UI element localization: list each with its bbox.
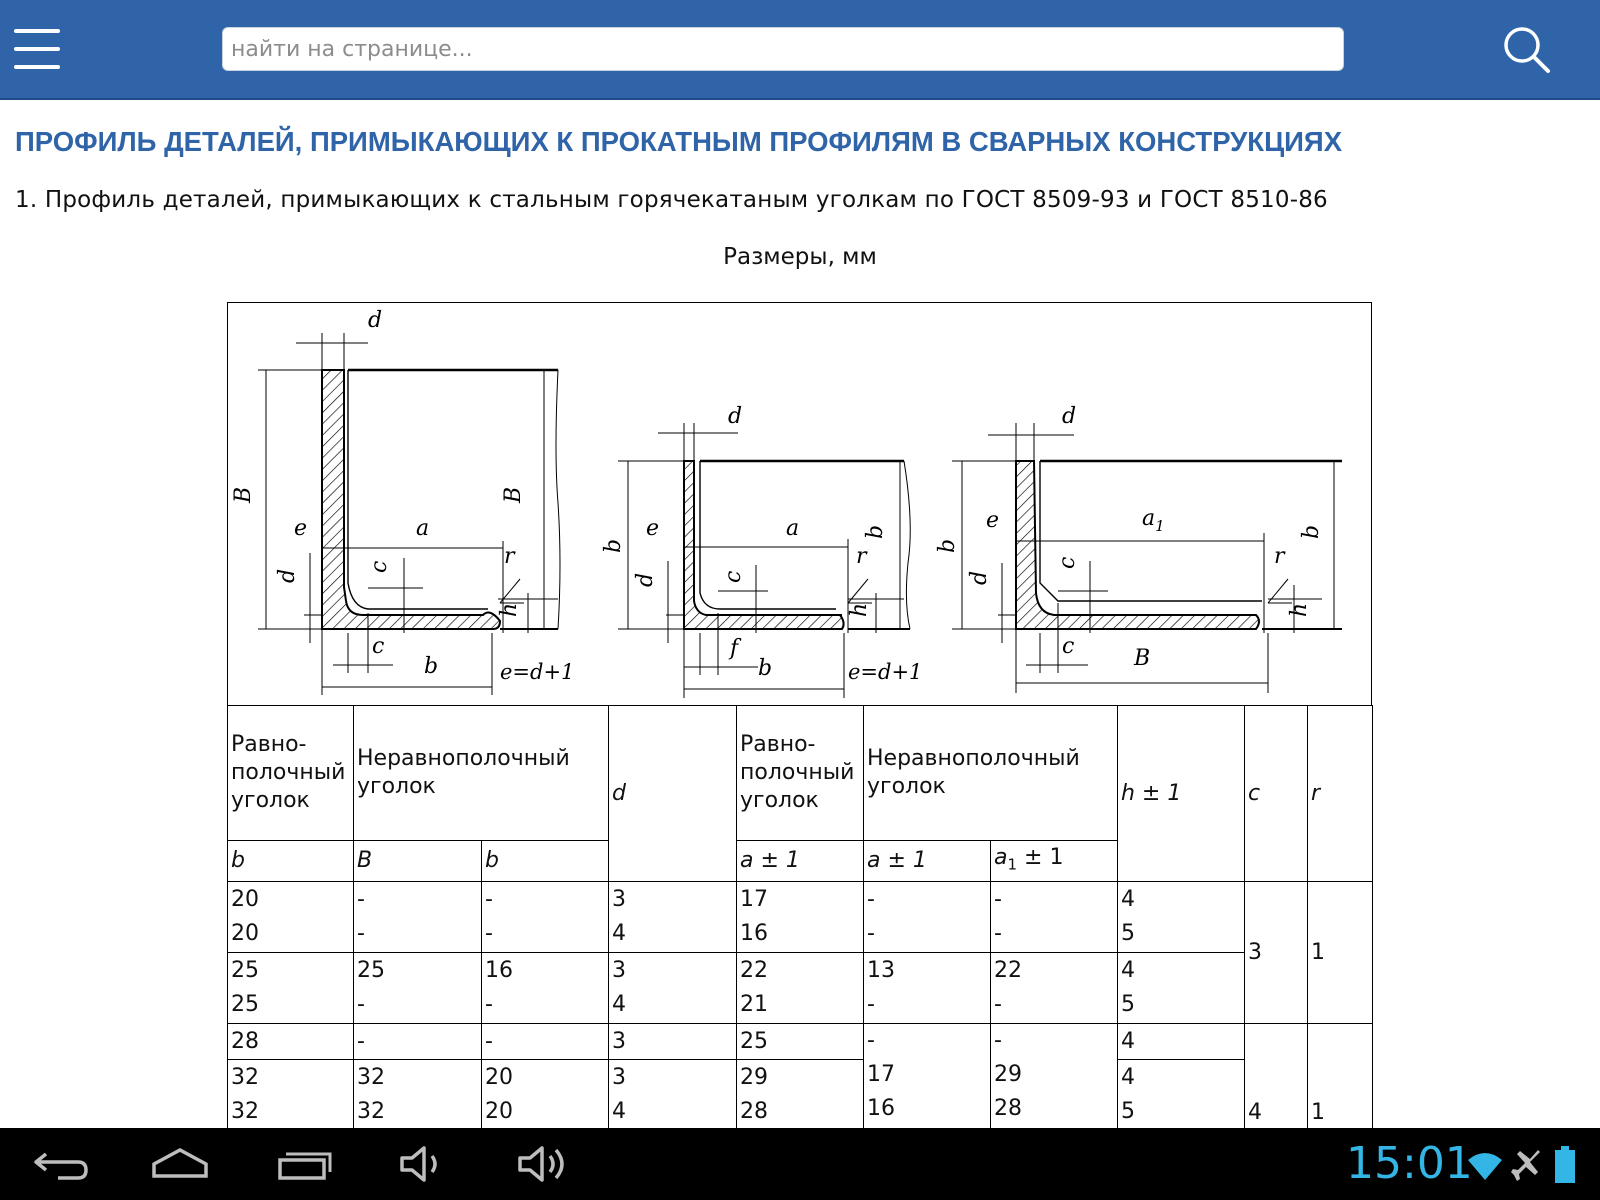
search-input[interactable] (222, 27, 1344, 71)
dim-label: b (424, 654, 439, 679)
table-row: 25 25 25 - 16 - 3 4 22 21 13 - 22 - 4 5 (228, 953, 1373, 1024)
header-b: b (228, 841, 354, 882)
dimensions-table (227, 705, 1373, 1130)
dim-label: d (275, 568, 300, 583)
units-caption: Размеры, мм (723, 244, 877, 270)
dim-label: d (967, 570, 992, 585)
dim-label: d (633, 572, 658, 587)
table-row: 20 20 - - - - 3 4 17 16 - - - - 4 5 3 1 (228, 882, 1373, 953)
home-icon[interactable] (140, 1138, 220, 1190)
header-equal-angle-2: Равно- полочный уголок (737, 706, 864, 841)
header-c: c (1245, 706, 1308, 882)
dim-label: c (372, 634, 385, 659)
status-clock: 15:01 (1346, 1138, 1473, 1189)
table-header-row (228, 706, 1373, 841)
dim-label: b (758, 656, 773, 681)
figure-2-labels (601, 404, 922, 684)
figure-equal-angle (258, 333, 560, 695)
dim-label: c (1055, 556, 1080, 569)
search-icon[interactable] (1502, 25, 1552, 75)
dim-label: b (601, 538, 626, 553)
table-row: 28 - - 3 25 - 17 16 - 29 28 4 4 1 (228, 1024, 1373, 1060)
dim-label: f (730, 636, 739, 661)
dim-label: h (497, 602, 522, 617)
profile-drawing (227, 302, 1372, 706)
header-equal-angle: Равно- полочный уголок (228, 706, 354, 841)
header-a-pm-2: a ± 1 (864, 841, 991, 882)
dim-label: B (501, 486, 526, 503)
dim-label: r (1274, 544, 1285, 569)
dim-label: c (367, 560, 392, 573)
header-B: B (354, 841, 482, 882)
header-a-pm: a ± 1 (737, 841, 864, 882)
dim-label: d (368, 308, 383, 333)
dim-label: b (935, 538, 960, 553)
dim-label: B (231, 486, 256, 503)
dim-label: e=d+1 (848, 660, 923, 684)
dim-label: b (863, 524, 888, 539)
table-row: 32 32 32 32 20 20 3 4 29 28 4 5 (228, 1060, 1373, 1130)
wifi-icon (1466, 1148, 1504, 1186)
hamburger-menu-icon[interactable] (12, 26, 62, 72)
r-value: 1 (1308, 882, 1373, 1024)
dim-label: d (1062, 404, 1077, 429)
dim-label: e (646, 516, 660, 541)
recent-apps-icon[interactable] (262, 1138, 342, 1190)
volume-up-icon[interactable] (500, 1138, 580, 1190)
volume-down-icon[interactable] (382, 1138, 462, 1190)
header-b2: b (482, 841, 609, 882)
back-arrow-icon[interactable] (22, 1138, 102, 1190)
dim-label: a (786, 516, 800, 541)
dim-label: $a_1$ (1142, 506, 1165, 535)
header-r: r (1308, 706, 1373, 882)
section-heading: 1. Профиль деталей, примыкающих к стальным горячекатаным уголкам по ГОСТ 8509-93 и ГОСТ 8510-86 (15, 187, 1328, 213)
header-unequal-angle-2: Неравнополочный уголок (864, 706, 1118, 841)
dim-label: h (1287, 602, 1312, 617)
dim-label: d (728, 404, 743, 429)
top-app-bar (0, 0, 1600, 100)
dim-label: r (856, 544, 867, 569)
dim-label: r (504, 544, 515, 569)
dim-label: b (1299, 524, 1324, 539)
battery-icon (1554, 1146, 1576, 1188)
r-value: 1 (1308, 1024, 1373, 1130)
dim-label: a (416, 516, 430, 541)
dim-label: e=d+1 (500, 660, 575, 684)
page-title: ПРОФИЛЬ ДЕТАЛЕЙ, ПРИМЫКАЮЩИХ К ПРОКАТНЫМ ПРОФИЛЯМ В СВАРНЫХ КОНСТРУКЦИЯХ (15, 126, 1343, 157)
header-unequal-angle: Неравнополочный уголок (354, 706, 609, 841)
header-d: d (609, 706, 737, 882)
dim-label: e (294, 516, 308, 541)
dim-label: B (1134, 646, 1151, 671)
header-h: h ± 1 (1118, 706, 1245, 882)
c-value: 4 (1245, 1024, 1308, 1130)
airplane-icon (1510, 1148, 1544, 1186)
figure-3-labels (935, 404, 1324, 671)
dim-label: c (1062, 634, 1075, 659)
dim-label: c (721, 570, 746, 583)
dim-label: e (986, 508, 1000, 533)
header-a1-pm: $a_1 \pm 1$ (991, 841, 1118, 882)
c-value: 3 (1245, 882, 1308, 1024)
dim-label: h (847, 602, 872, 617)
